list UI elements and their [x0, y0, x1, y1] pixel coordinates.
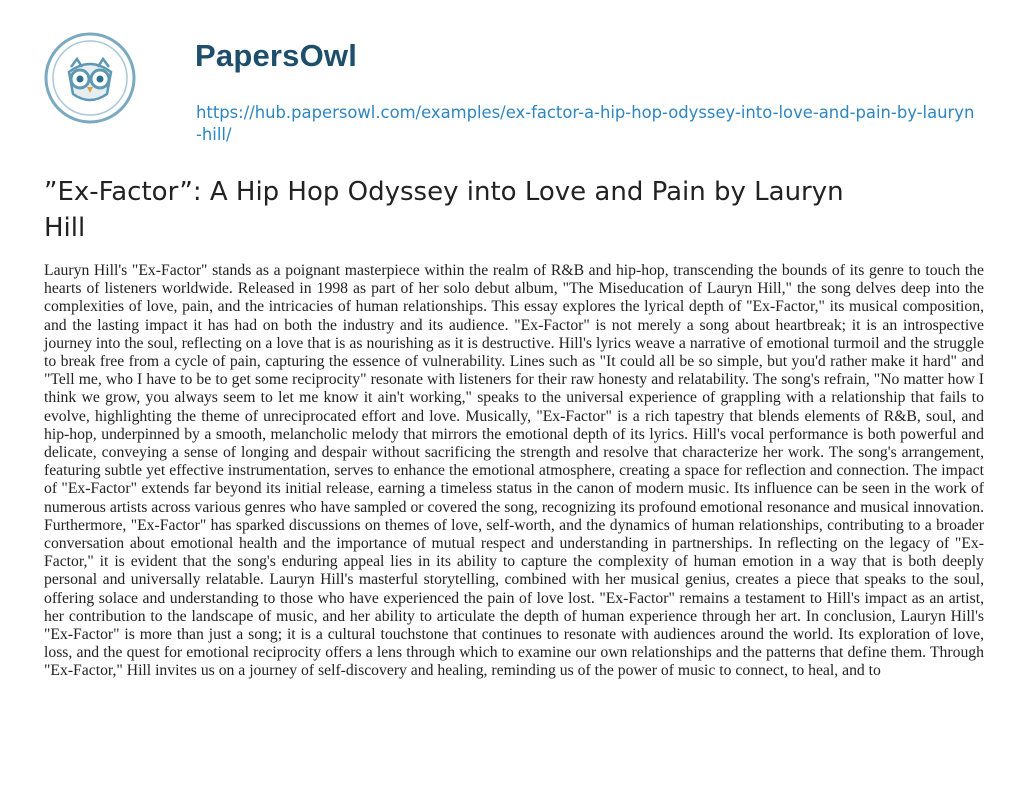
- brand-name[interactable]: PapersOwl: [195, 38, 358, 73]
- essay-body: Lauryn Hill's "Ex-Factor" stands as a poignant masterpiece within the realm of R&B and hip-hop, transcending the bounds of its genre to touch the hearts of listeners worldwide. Released in 1998 as part of her solo debut album, "The Miseducation of Lauryn Hill," the song delves deep into the complexities of love, pain, and the intricacies of human relationships. This essay explores the lyrical depth of "Ex-Factor," its musical composition, and the lasting impact it has had on both the industry and its audience. "Ex-Factor" is not merely a song about heartbreak; it is an introspective journey into the soul, reflecting on a love that is as nourishing as it is destructive. Hill's lyrics weave a narrative of emotional turmoil and the struggle to break free from a cycle of pain, capturing the essence of vulnerability. Lines such as "It could all be so simple, but you'd rather make it hard" and "Tell me, who I have to be to get some reciprocity" resonate with listeners for their raw honesty and relatability. The song's refrain, "No matter how I think we grow, you always seem to let me know it ain't working," speaks to the universal experience of grappling with a relationship that fails to evolve, highlighting the theme of unreciprocated effort and love. Musically, "Ex-Factor" is a rich tapestry that blends elements of R&B, soul, and hip-hop, underpinned by a smooth, melancholic melody that mirrors the emotional depth of its lyrics. Hill's vocal performance is both powerful and delicate, conveying a sense of longing and despair without sacrificing the strength and resolve that characterize her work. The song's arrangement, featuring subtle yet effective instrumentation, serves to enhance the emotional atmosphere, creating a space for reflection and connection. The impact of "Ex-Factor" extends far beyond its initial release, earning a timeless status in the canon of modern music. Its influence can be seen in the work of numerous artists across various genres who have sampled or covered the song, recognizing its profound emotional resonance and musical innovation. Furthermore, "Ex-Factor" has sparked discussions on themes of love, self-worth, and the dynamics of human relationships, contributing to a broader conversation about emotional health and the importance of mutual respect and understanding in partnerships. In reflecting on the legacy of "Ex-Factor," it is evident that the song's enduring appeal lies in its ability to capture the complexity of human emotion in a way that is both deeply personal and universally relatable. Lauryn Hill's masterful storytelling, combined with her musical genius, creates a piece that speaks to the soul, offering solace and understanding to those who have experienced the pain of love lost. "Ex-Factor" remains a testament to Hill's impact as an artist, her contribution to the landscape of music, and her ability to articulate the depth of human experience through her art. In conclusion, Lauryn Hill's "Ex-Factor" is more than just a song; it is a cultural touchstone that continues to resonate with audiences around the world. Its exploration of love, loss, and the quest for emotional reciprocity offers a lens through which to examine our own relationships and the patterns that define them. Through "Ex-Factor," Hill invites us on a journey of self-discovery and healing, reminding us of the power of music to connect, to heal, and to: [44, 262, 984, 680]
- source-url-link[interactable]: https://hub.papersowl.com/examples/ex-factor-a-hip-hop-odyssey-into-love-and-pain-by-lauryn-hill/: [196, 103, 975, 144]
- owl-logo-icon[interactable]: [44, 32, 136, 124]
- header: [44, 32, 984, 152]
- bottom-fade-overlay: [0, 695, 1024, 786]
- page-title: ”Ex-Factor”: A Hip Hop Odyssey into Love and Pain by Lauryn Hill: [44, 177, 844, 243]
